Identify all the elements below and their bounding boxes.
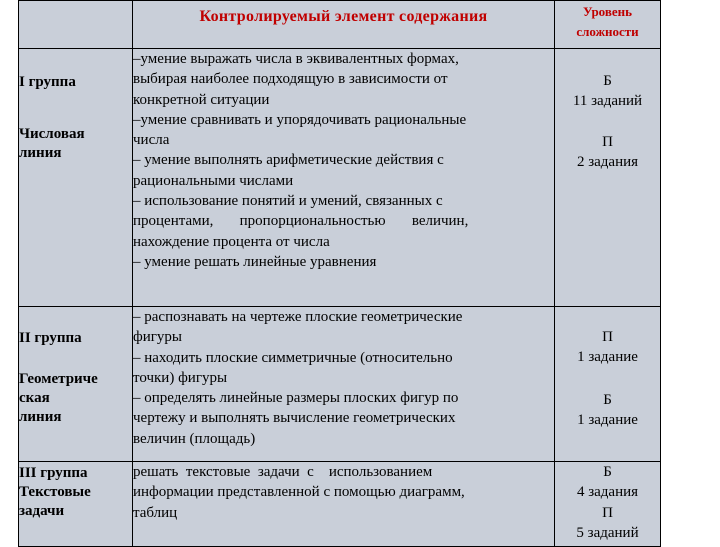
content-cell [133, 307, 555, 462]
content-line: конкретной ситуации [133, 91, 270, 108]
content-line: рациональными числами [133, 172, 294, 189]
level-count: 1 задание [577, 411, 638, 428]
table-row [19, 49, 661, 307]
group-name-line: задачи [19, 503, 65, 519]
group-name-line: Текстовые [19, 484, 91, 500]
content-line: таблиц [133, 504, 178, 521]
content-line: числа [133, 132, 170, 149]
content-line: – умение выполнять арифметические действия с [133, 152, 444, 169]
content-line: фигуры [133, 329, 182, 346]
level-value: Б [603, 391, 612, 408]
level-cell [555, 307, 661, 462]
group-label: III группа [19, 465, 88, 481]
group-cell [19, 307, 133, 462]
content-line: – умение решать линейные уравнения [133, 253, 377, 270]
content-line: величин (площадь) [133, 430, 256, 447]
content-line: точки) фигуры [133, 369, 228, 386]
group-name-line: линия [19, 409, 62, 425]
level-value: П [602, 133, 613, 150]
content-line: нахождение процента от числа [133, 233, 330, 250]
table-row [19, 462, 661, 547]
group-cell [19, 49, 133, 307]
level-count: 5 заданий [576, 524, 639, 541]
group-cell [19, 462, 133, 547]
header-level-line2: сложности [576, 24, 639, 39]
level-value: Б [603, 464, 612, 480]
content-cell [133, 49, 555, 307]
group-name-line: Геометриче [19, 371, 98, 387]
header-empty-cell [19, 1, 133, 49]
group-name-line: линия [19, 145, 62, 161]
level-value: П [602, 329, 613, 345]
content-line: чертежу и выполнять вычисление геометрических [133, 410, 456, 427]
header-content-title: Контролируемый элемент содержания [133, 1, 555, 49]
group-name-line: ская [19, 390, 50, 406]
table-row [19, 307, 661, 462]
level-count: 4 задания [576, 484, 639, 501]
group-label: II группа [19, 330, 82, 346]
content-line: информации представленной с помощью диаграмм, [133, 484, 465, 501]
level-cell [555, 462, 661, 547]
content-line: выбирая наиболее подходящую в зависимости от [133, 71, 448, 88]
group-name-line: Числовая [19, 126, 85, 142]
group-label: I группа [19, 74, 76, 90]
content-line: – распознавать на чертеже плоские геометрические [133, 309, 463, 325]
level-count: 2 задания [576, 153, 639, 170]
header-level-line1: Уровень [582, 4, 633, 19]
header-row [19, 1, 661, 49]
content-cell [133, 462, 555, 547]
content-line: –умение выражать числа в эквивалентных формах, [133, 51, 459, 67]
level-cell [555, 49, 661, 307]
content-table [18, 0, 661, 547]
content-line: процентами, пропорциональностью величин, [133, 213, 469, 230]
content-line: –умение сравнивать и упорядочивать рациональные [133, 111, 467, 128]
content-line: – использование понятий и умений, связанных с [133, 193, 443, 210]
content-line: – определять линейные размеры плоских фигур по [133, 390, 459, 407]
content-line: – находить плоские симметричные (относительно [133, 349, 453, 366]
header-level-title [555, 1, 661, 49]
content-line: решать текстовые задачи с использованием [133, 464, 433, 480]
level-value: Б [603, 73, 612, 89]
level-count: 11 заданий [572, 93, 643, 110]
level-count: 1 задание [577, 349, 638, 366]
level-value: П [602, 504, 613, 521]
